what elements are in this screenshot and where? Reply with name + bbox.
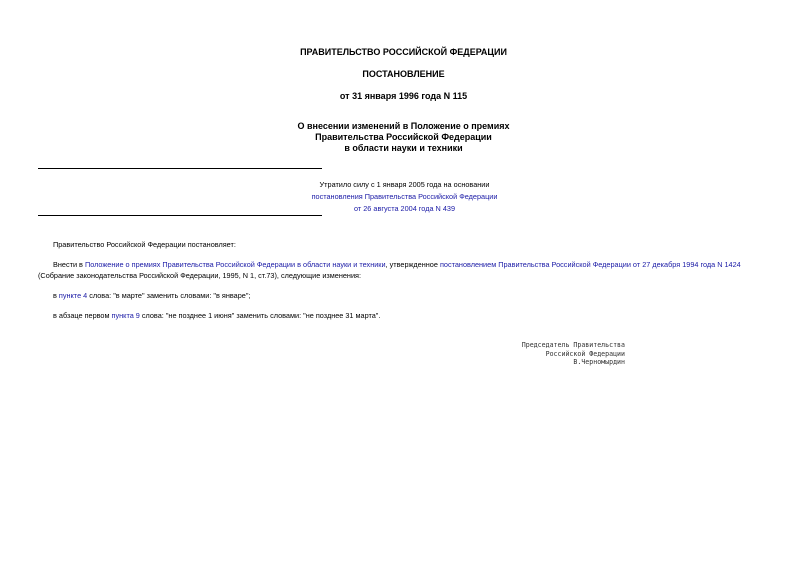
decree-1424-link[interactable]: постановлением Правительства Российской Федерации от 27 декабря 1994 года N 1424 <box>439 260 741 269</box>
clause-9-link[interactable]: пункта 9 <box>111 311 140 320</box>
paragraph-text: (Собрание законодательства Российской Федерации, 1995, N 1, ст.73), следующие изменения: <box>38 270 361 280</box>
signature-block <box>480 341 625 367</box>
document-type: ПОСТАНОВЛЕНИЕ <box>362 69 445 79</box>
paragraph-text: Внести в <box>53 260 85 269</box>
paragraph-text: в абзаце первом <box>53 311 112 320</box>
divider-top <box>38 168 322 169</box>
paragraph-main <box>38 260 773 281</box>
document-subject <box>0 121 807 154</box>
status-link-wrapper <box>282 191 527 203</box>
paragraph-text: слова: "в марте" заменить словами: "в январе"; <box>87 291 251 300</box>
status-note <box>282 179 527 215</box>
signature-name: В.Черномырдин <box>573 358 625 367</box>
subject-line: О внесении изменений в Положение о премиях <box>297 121 510 131</box>
paragraph-text: , утвержденное <box>385 260 440 269</box>
regulation-link[interactable]: Положение о премиях Правительства Российской Федерации в области науки и техники <box>84 260 386 269</box>
paragraph-amendment-2 <box>38 311 773 322</box>
paragraph-amendment-1 <box>38 291 773 302</box>
paragraph-text: слова: "не позднее 1 июня" заменить словами: "не позднее 31 марта". <box>139 311 381 320</box>
paragraph-preamble: Правительство Российской Федерации постановляет: <box>53 240 236 249</box>
document-date-number: от 31 января 1996 года N 115 <box>339 91 468 101</box>
signature-position: Председатель Правительства <box>521 341 625 349</box>
government-title: ПРАВИТЕЛЬСТВО РОССИЙСКОЙ ФЕДЕРАЦИИ <box>300 47 507 57</box>
repeal-decree-link[interactable]: постановления Правительства Российской Федерации <box>311 192 498 201</box>
subject-line: Правительства Российской Федерации <box>315 132 492 142</box>
status-text: Утратило силу с 1 января 2005 года на основании <box>319 180 490 189</box>
paragraph-text: в <box>53 291 59 300</box>
divider-bottom <box>38 215 322 216</box>
status-link-wrapper <box>282 203 527 215</box>
subject-line: в области науки и техники <box>344 143 463 153</box>
repeal-decree-date-link[interactable]: от 26 августа 2004 года N 439 <box>353 204 456 213</box>
signature-position: Российской Федерации <box>545 349 625 358</box>
clause-4-link[interactable]: пункте 4 <box>58 291 88 300</box>
